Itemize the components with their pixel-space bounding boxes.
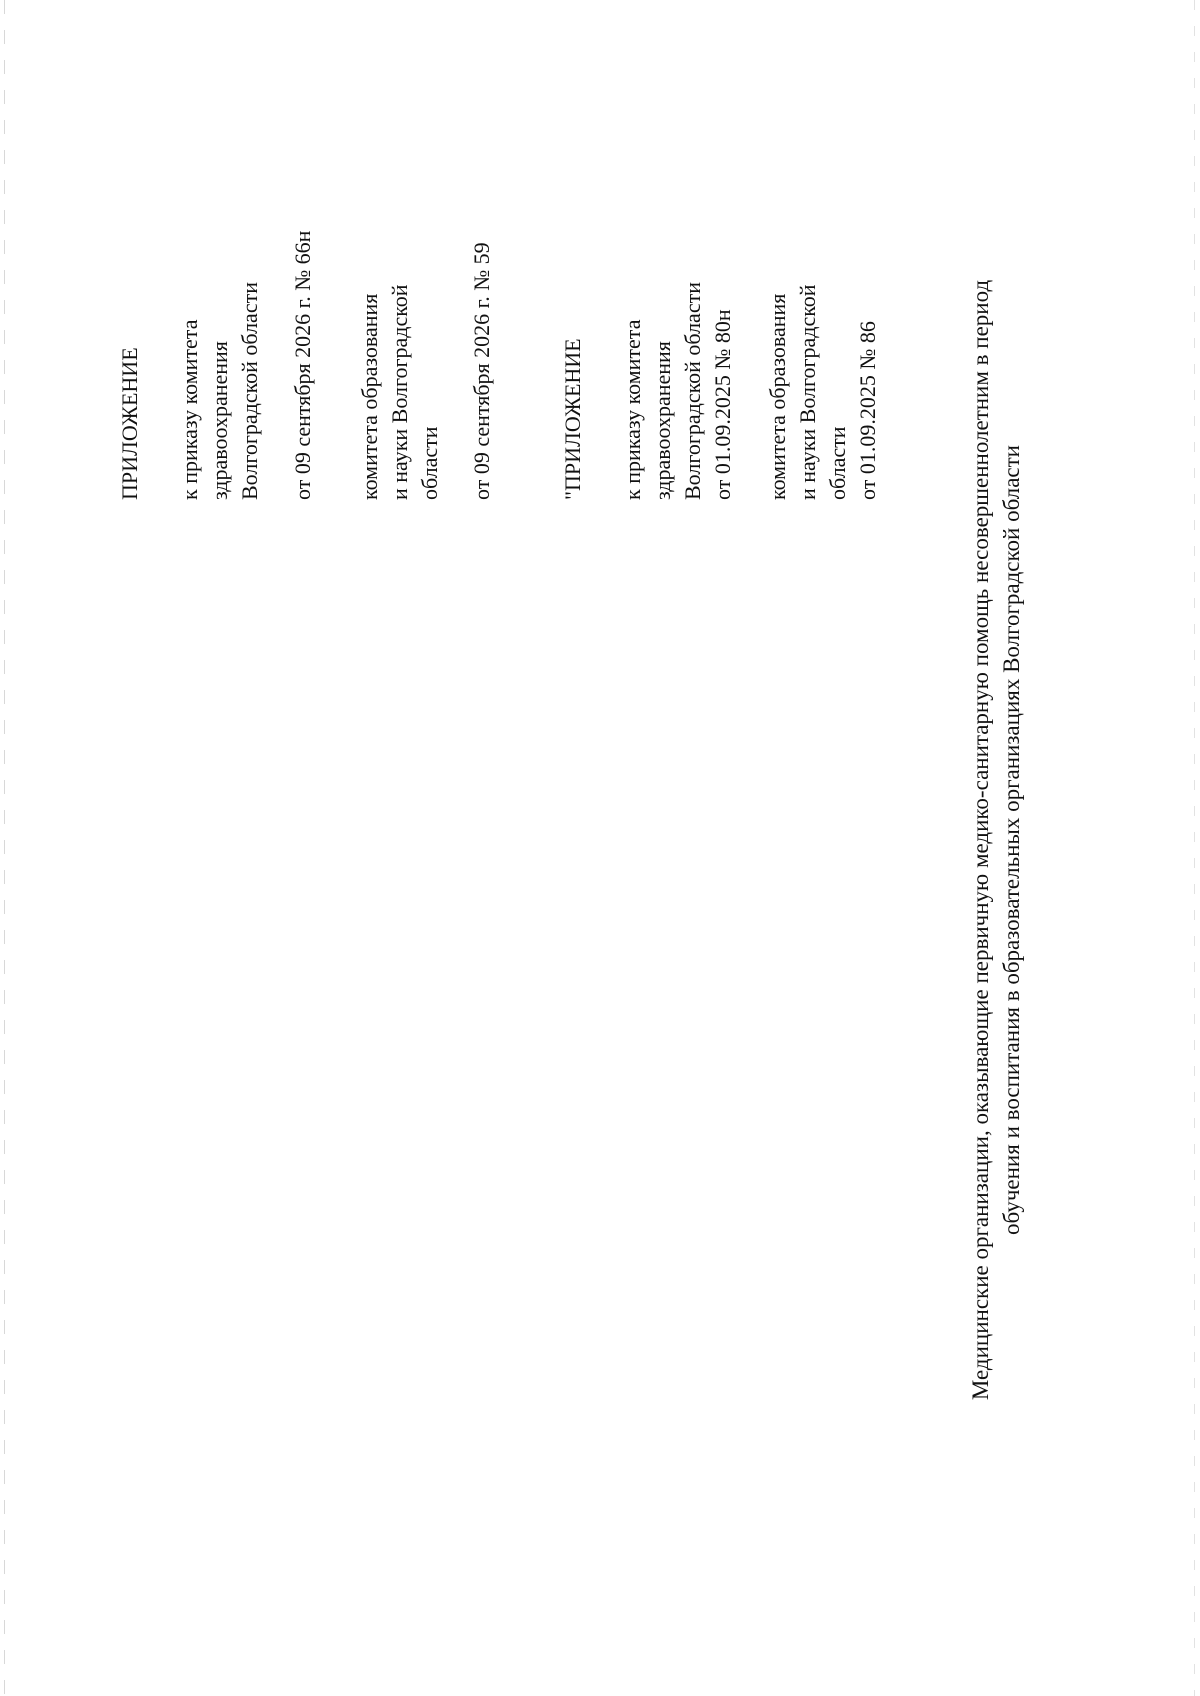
appendix-previous-health-order: к приказу комитета здравоохранения Волгоградской области от 01.09.2025 № 80н: [620, 282, 735, 500]
scan-edge-right: [1194, 0, 1195, 1696]
appendix-current-health-order: к приказу комитета здравоохранения Волгоградской области: [177, 282, 262, 500]
appendix-current-education-date: от 09 сентября 2026 г. № 59: [469, 242, 494, 500]
rotated-content: [105, 120, 1105, 1560]
appendix-current-education-order: комитета образования и науки Волгоградской области: [357, 284, 442, 500]
document-title-line-2: обучения и воспитания в образовательных организациях Волгоградской области: [999, 445, 1024, 1235]
appendix-previous-education-order: комитета образования и науки Волгоградской области от 01.09.2025 № 86: [765, 284, 880, 500]
appendix-previous-title: "ПРИЛОЖЕНИЕ: [560, 338, 585, 500]
scan-edge-left: [4, 0, 5, 1696]
document-title: [965, 120, 1027, 1560]
appendix-current-health-date: от 09 сентября 2026 г. № 66н: [290, 230, 315, 500]
document-title-line-1: Медицинские организации, оказывающие первичную медико-санитарную помощь несовершеннолетним в период: [968, 279, 993, 1401]
appendix-current-title: ПРИЛОЖЕНИЕ: [117, 347, 142, 500]
